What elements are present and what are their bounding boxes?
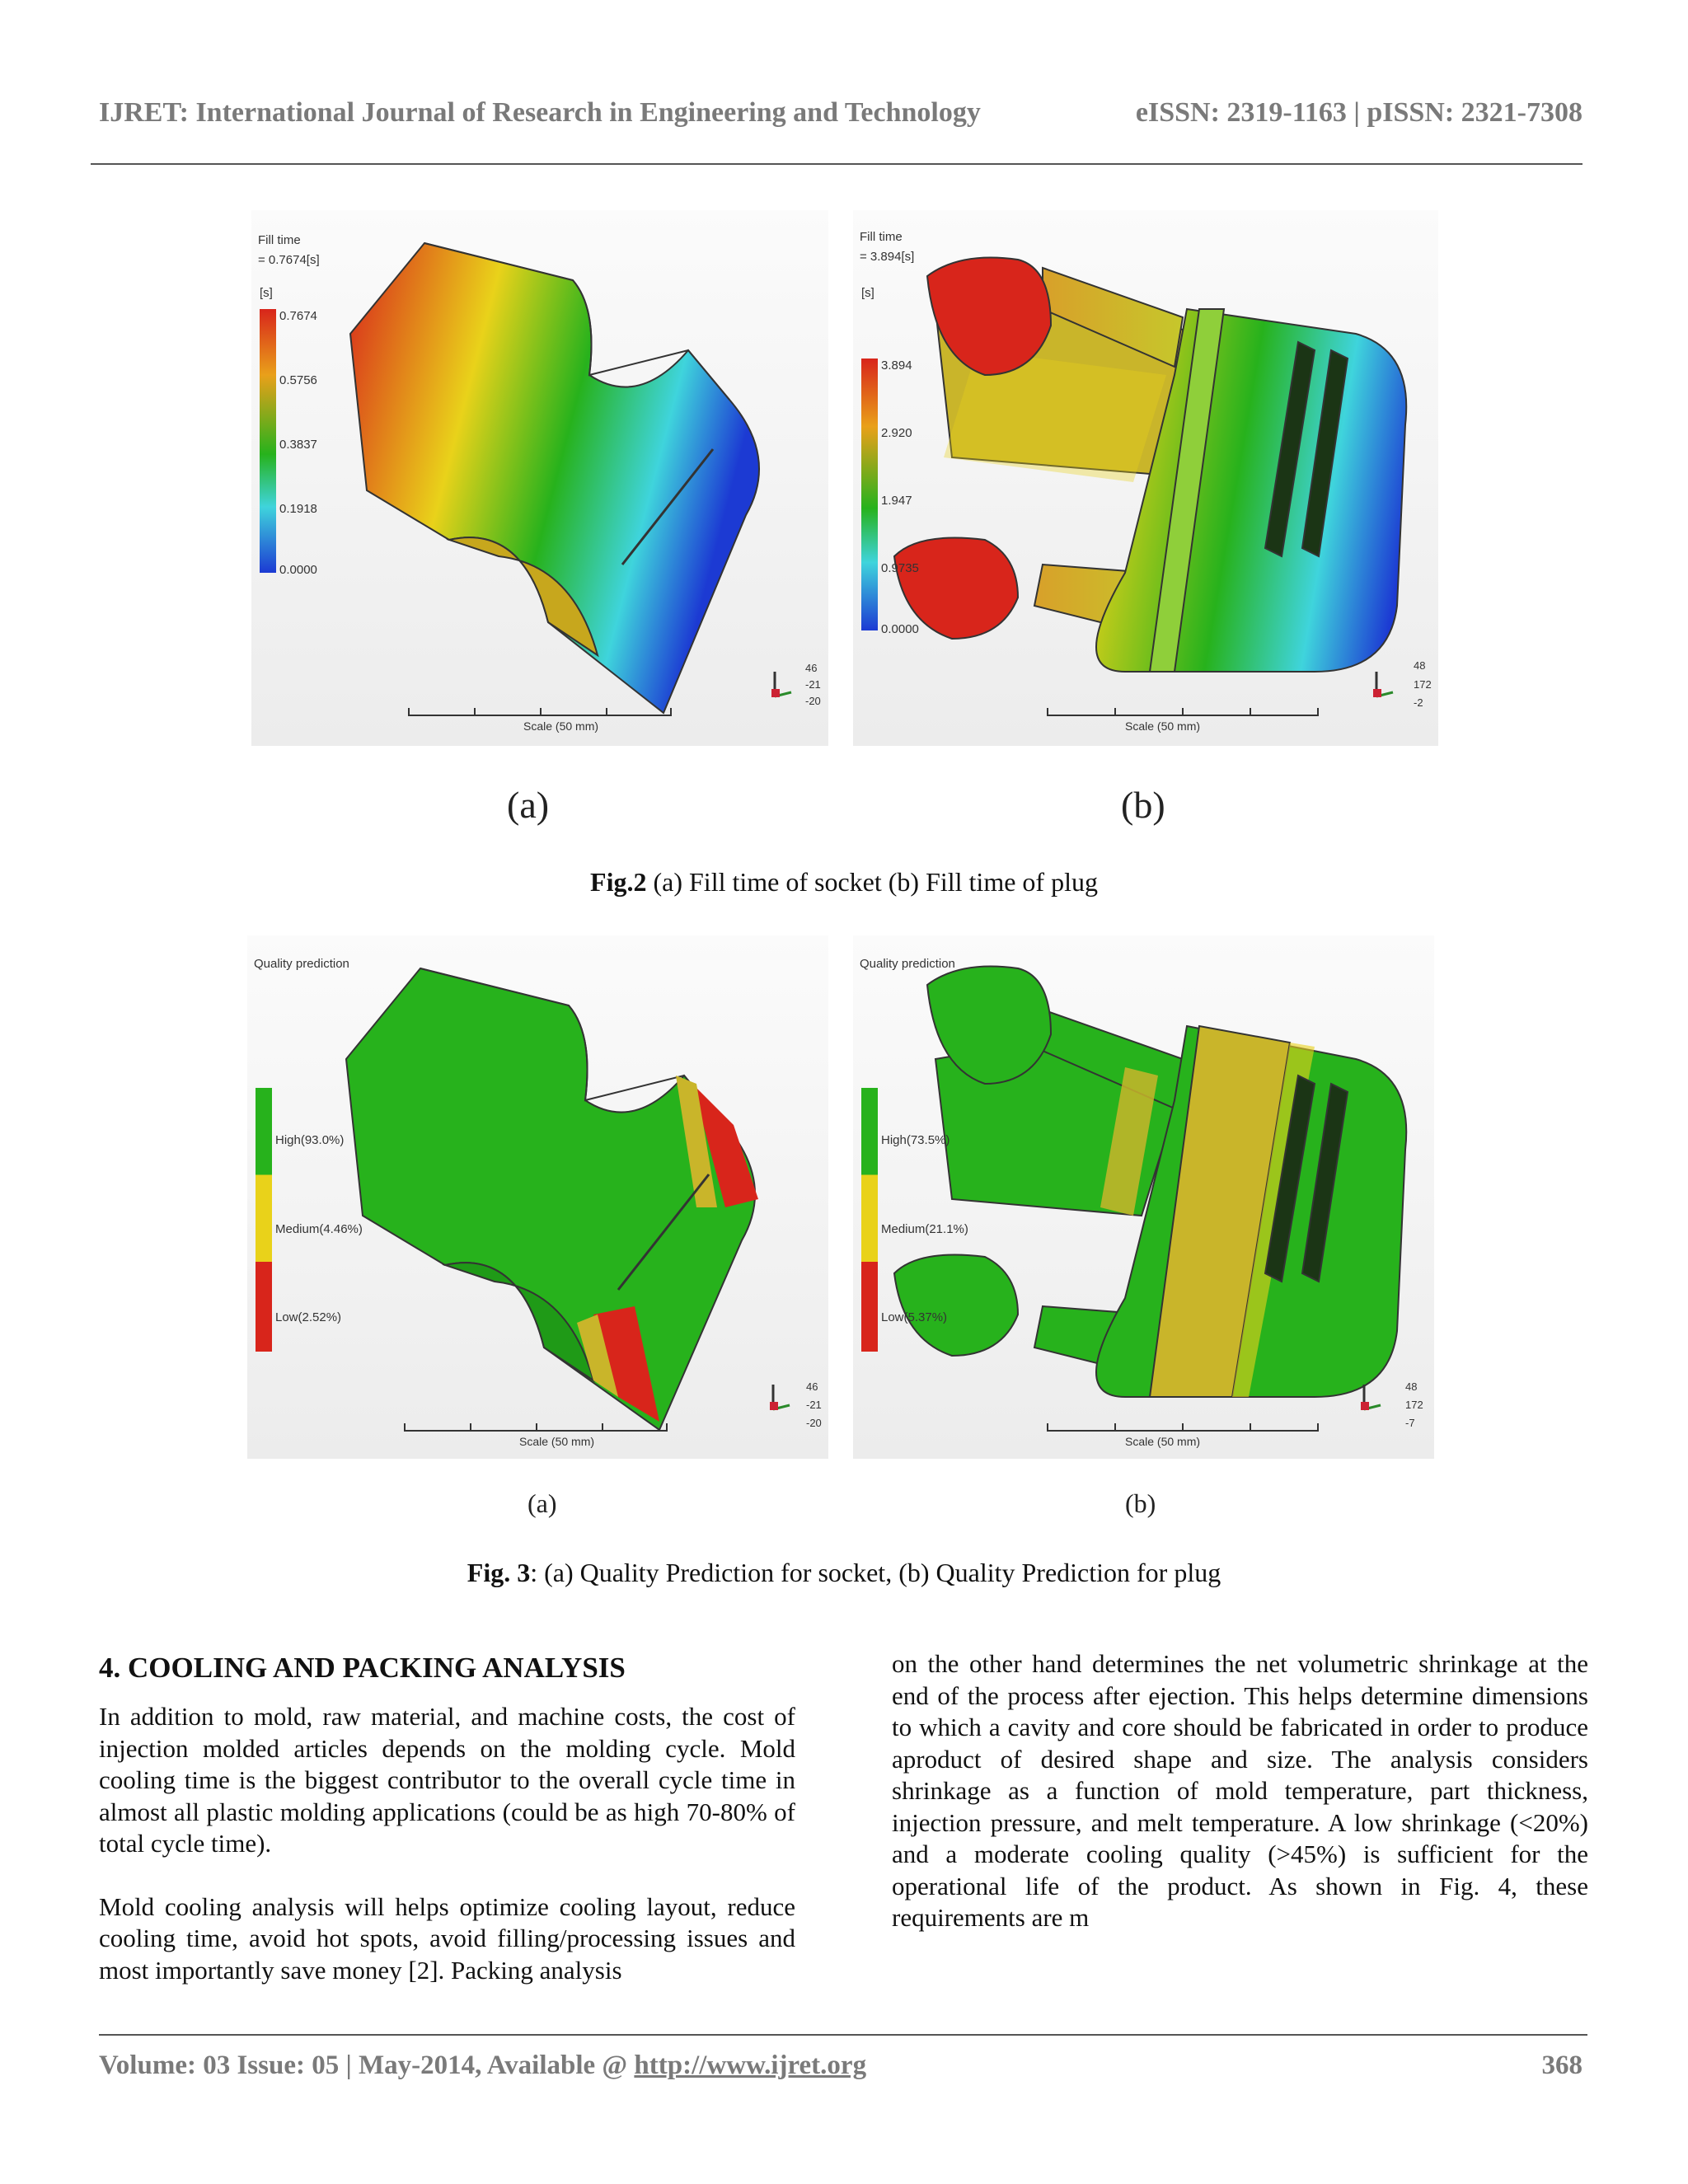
fig2-caption-text: (a) Fill time of socket (b) Fill time of plug (646, 867, 1098, 897)
fig2b-orient: 48 (1414, 659, 1426, 672)
fig2a-tick: 0.7674 (279, 309, 317, 323)
fig2a-socket-render (251, 210, 828, 746)
fig2b-tick: 0.0000 (881, 622, 919, 636)
right-column (892, 1648, 1588, 1966)
fig2a-orient: -21 (805, 678, 821, 691)
fig3b-legend-high: High(73.5%) (881, 1133, 950, 1147)
fig3a-title: Quality prediction (254, 957, 349, 971)
fig2-label-b: (b) (1121, 784, 1165, 826)
footer-volume-text: Volume: 03 Issue: 05 | May-2014, Available @ (99, 2050, 635, 2080)
fig2b-tick: 2.920 (881, 426, 912, 440)
left-paragraph-1: In addition to mold, raw material, and machine costs, the cost of injection molded articles depends on the molding cycle. Mold cooling time is the biggest contributor to the overall cycle time in almost all plastic molding applications (could be as high 70-80% of total cycle time). (99, 1702, 795, 1858)
fig3a-panel (247, 935, 828, 1459)
fig2a-axis-icon (767, 668, 799, 701)
fig2a-tick: 0.0000 (279, 563, 317, 577)
footer-volume (99, 2050, 866, 2081)
page-number: 368 (1541, 2050, 1582, 2080)
fig2b-tick: 1.947 (881, 494, 912, 508)
fig2a-panel (251, 210, 828, 746)
header-rule (91, 163, 1582, 165)
fig2a-tick: 0.1918 (279, 502, 317, 516)
fig3a-scale-label: Scale (50 mm) (519, 1435, 595, 1448)
fig2a-unit: [s] (260, 286, 273, 300)
fig3a-legend-high: High(93.0%) (275, 1133, 345, 1147)
fig2b-panel (853, 210, 1438, 746)
fig3-label-b: (b) (1125, 1488, 1156, 1518)
issn-info: eISSN: 2319-1163 | pISSN: 2321-7308 (1135, 97, 1582, 128)
fig3a-legend-bar (256, 1088, 272, 1352)
journal-link[interactable]: http://www.ijret.org (634, 2050, 867, 2080)
fig3a-socket-render (247, 935, 828, 1459)
fig2b-tick: 0.9735 (881, 561, 919, 575)
fig2b-scalebar (1047, 715, 1319, 716)
fig3a-axis-icon (765, 1380, 798, 1413)
fig3b-orient: -7 (1405, 1417, 1415, 1429)
fig3b-orient: 172 (1405, 1399, 1423, 1411)
fig3b-legend-bar (861, 1088, 878, 1352)
fig3a-legend-low: Low(2.52%) (275, 1310, 342, 1324)
fig2-caption (0, 867, 1688, 898)
fig3b-scalebar (1047, 1430, 1319, 1432)
fig3b-plug-render (853, 935, 1434, 1459)
fig2-label-a: (a) (507, 784, 550, 826)
fig2-caption-label: Fig.2 (590, 867, 647, 897)
section-heading: 4. COOLING AND PACKING ANALYSIS (99, 1652, 626, 1684)
fig3b-orient: 48 (1405, 1380, 1418, 1393)
fig3b-title: Quality prediction (860, 957, 955, 971)
fig3-caption (0, 1558, 1688, 1588)
fig3b-legend-medium: Medium(21.1%) (881, 1222, 968, 1236)
fig3a-scalebar (404, 1430, 668, 1432)
fig3b-legend-low: Low(5.37%) (881, 1310, 948, 1324)
fig3-caption-label: Fig. 3 (467, 1558, 531, 1587)
fig2b-subtitle: = 3.894[s] (860, 250, 915, 264)
fig2b-title: Fill time (860, 230, 903, 244)
fig3-label-a: (a) (528, 1488, 557, 1518)
fig2a-tick: 0.3837 (279, 438, 317, 452)
journal-name: IJRET: International Journal of Research in Engineering and Technology (99, 97, 981, 128)
left-paragraph-2: Mold cooling analysis will helps optimize cooling layout, reduce cooling time, avoid hot spots, avoid filling/processing issues and most importantly save money [2]. Packing analysis (99, 1891, 795, 1985)
fig2a-scale-label: Scale (50 mm) (523, 719, 599, 733)
fig2a-scalebar (408, 715, 672, 716)
fig2a-orient: 46 (805, 662, 818, 674)
fig2b-tick: 3.894 (881, 359, 912, 373)
fig3b-axis-icon (1356, 1380, 1389, 1413)
fig2b-colorbar (861, 359, 878, 630)
fig3-caption-text: : (a) Quality Prediction for socket, (b) Quality Prediction for plug (530, 1558, 1221, 1587)
left-column (99, 1701, 795, 2018)
fig2b-axis-icon (1368, 668, 1401, 701)
fig3a-orient: -21 (806, 1399, 822, 1411)
right-paragraph-1: on the other hand determines the net volumetric shrinkage at the end of the process after ejection. This helps determine dimensions to which a cavity and core should be fabricated in order to produce aproduct of desired shape and size. The analysis considers shrinkage as a function of mold temperature, part thickness, injection pressure, and melt temperature. A low shrinkage (<20%) and a moderate cooling quality (>45%) is sufficient for the operational life of the product. As shown in Fig. 4, these requirements are m (892, 1649, 1588, 1932)
fig3b-scale-label: Scale (50 mm) (1125, 1435, 1201, 1448)
fig2a-title: Fill time (258, 233, 301, 247)
fig2a-tick: 0.5756 (279, 373, 317, 387)
running-header (99, 97, 1582, 138)
fig3a-orient: -20 (806, 1417, 822, 1429)
fig2b-orient: 172 (1414, 678, 1432, 691)
fig3a-legend-medium: Medium(4.46%) (275, 1222, 363, 1236)
fig2b-unit: [s] (861, 286, 874, 300)
fig2b-plug-render (853, 210, 1438, 746)
fig2a-orient: -20 (805, 695, 821, 707)
fig3a-orient: 46 (806, 1380, 818, 1393)
running-footer (99, 2050, 1582, 2092)
fig2a-colorbar (260, 309, 276, 573)
fig2a-subtitle: = 0.7674[s] (258, 253, 320, 267)
fig3b-panel (853, 935, 1434, 1459)
fig2b-orient: -2 (1414, 696, 1423, 709)
fig2b-scale-label: Scale (50 mm) (1125, 719, 1201, 733)
footer-rule (99, 2034, 1587, 2036)
